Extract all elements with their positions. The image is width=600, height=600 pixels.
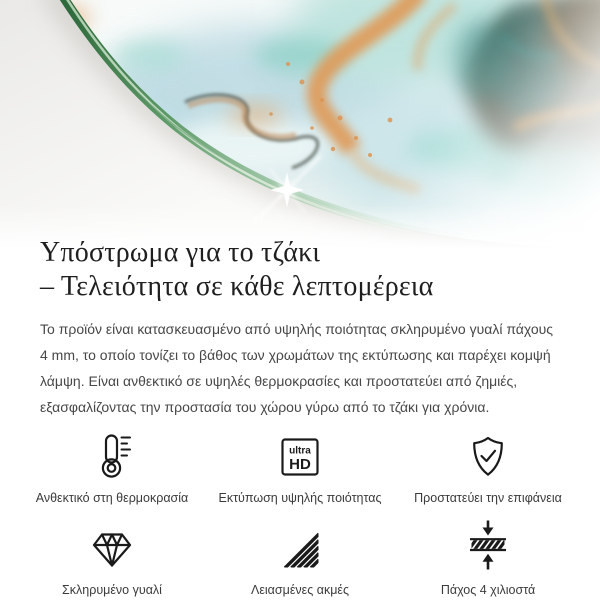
- feature-label: Πάχος 4 χιλιοστά: [440, 583, 536, 597]
- thermometer-icon: [90, 428, 134, 480]
- shield-check-icon: [465, 428, 511, 480]
- feature-polished-edges: [206, 520, 394, 598]
- product-description: Το προϊόν είναι κατασκευασμένο από υψηλής ποιότητας σκληρυμένο γυαλί πάχους 4 mm, το οποίο τονίζει το βάθος των χρωμάτων της εκτύπωσης και παρέχει κομψή λάμψη. Είναι ανθεκτικό σε υψηλές θερμοκρασίες και προστατεύει από ζημιές, εξασφαλίζοντας την προστασία του χώρου γύρω από το τζάκι για χρόνια.: [40, 321, 554, 415]
- svg-text:ultra: ultra: [289, 445, 311, 457]
- feature-print-quality: [206, 428, 394, 506]
- feature-label: Σκληρυμένο γυαλί: [62, 583, 162, 597]
- feature-thickness: [394, 520, 582, 598]
- glass-hearth-pad-image: [0, 0, 600, 252]
- feature-grid: [18, 428, 582, 598]
- polished-edges-icon: [277, 520, 323, 572]
- ultra-hd-icon: [277, 428, 323, 480]
- feature-surface-protection: [394, 428, 582, 506]
- feature-label: Εκτύπωση υψηλής ποιότητας: [218, 491, 382, 505]
- feature-tempered-glass: [18, 520, 206, 598]
- svg-text:HD: HD: [289, 456, 311, 473]
- feature-label: Λειασμένες ακμές: [250, 583, 349, 597]
- page-title: [40, 236, 560, 304]
- feature-label: Προστατεύει την επιφάνεια: [414, 491, 562, 505]
- diamond-icon: [89, 520, 135, 572]
- page-title-line1: Υπόστρωμα για το τζάκι: [40, 237, 321, 268]
- thickness-icon: [465, 520, 511, 572]
- product-image: [0, 0, 600, 252]
- page-title-line2: – Τελειότητα σε κάθε λεπτομέρεια: [40, 271, 434, 302]
- feature-label: Ανθεκτικό στη θερμοκρασία: [35, 491, 189, 505]
- feature-temperature: [18, 428, 206, 506]
